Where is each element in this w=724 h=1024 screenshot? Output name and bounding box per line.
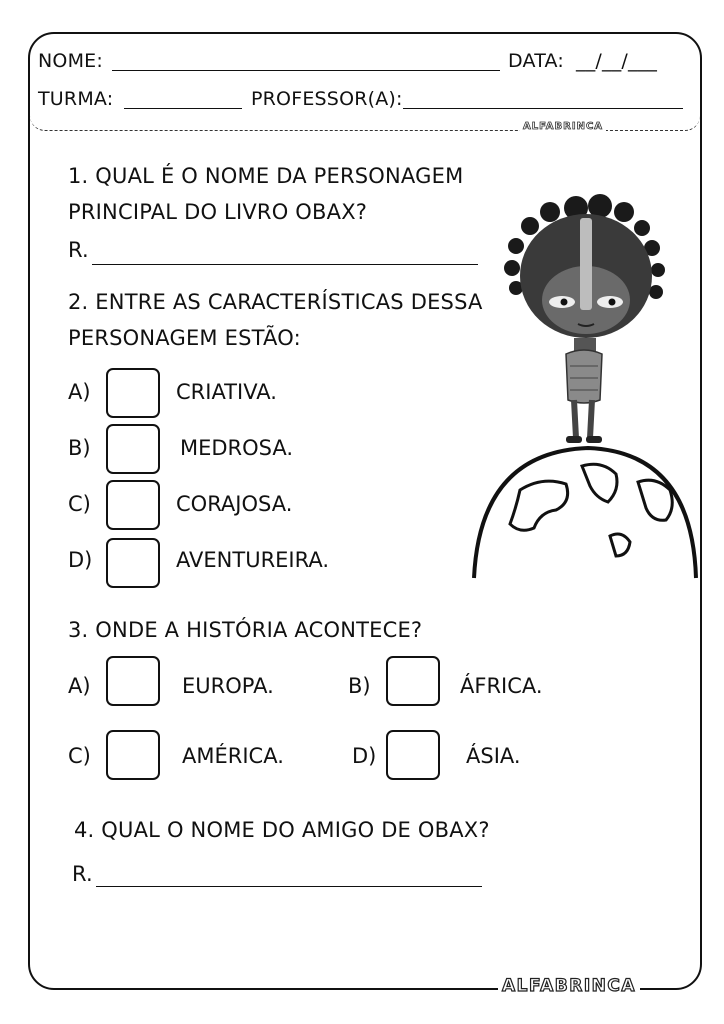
q2-option-d-checkbox[interactable] <box>106 538 160 588</box>
q3-option-a-text: EUROPA. <box>182 674 274 698</box>
class-label: TURMA: <box>38 88 114 110</box>
name-field[interactable] <box>112 70 500 71</box>
q3-option-a-checkbox[interactable] <box>106 656 160 706</box>
q4-text: 4. QUAL O NOME DO AMIGO DE OBAX? <box>74 818 490 842</box>
q2-option-c-letter: C) <box>68 492 91 516</box>
q2-text-line2: PERSONAGEM ESTÃO: <box>68 326 301 350</box>
q2-option-d-text: AVENTUREIRA. <box>176 548 330 572</box>
brand-logo-footer: ALFABRINCA <box>498 976 640 996</box>
q2-option-b-text: MEDROSA. <box>180 436 294 460</box>
teacher-label: PROFESSOR(A): <box>251 88 403 110</box>
q2-option-c-checkbox[interactable] <box>106 480 160 530</box>
brand-logo-small: ALFABRINCA <box>520 121 606 132</box>
date-label: DATA: <box>508 50 565 72</box>
date-field[interactable]: __/__/___ <box>576 50 658 72</box>
q2-option-a-text: CRIATIVA. <box>176 380 277 404</box>
q2-text-line1: 2. ENTRE AS CARACTERÍSTICAS DESSA <box>68 290 483 314</box>
teacher-field[interactable] <box>403 108 683 109</box>
globe <box>474 448 696 578</box>
q1-answer-line[interactable] <box>92 264 478 265</box>
q3-option-d-checkbox[interactable] <box>386 730 440 780</box>
name-label: NOME: <box>38 50 103 72</box>
q2-option-c-text: CORAJOSA. <box>176 492 293 516</box>
q3-option-a-letter: A) <box>68 674 91 698</box>
class-field[interactable] <box>124 108 242 109</box>
q2-option-b-checkbox[interactable] <box>106 424 160 474</box>
q3-text: 3. ONDE A HISTÓRIA ACONTECE? <box>68 618 423 642</box>
q2-option-b-letter: B) <box>68 436 91 460</box>
q3-option-c-checkbox[interactable] <box>106 730 160 780</box>
q1-text-line1: 1. QUAL É O NOME DA PERSONAGEM <box>68 164 464 188</box>
q3-option-b-checkbox[interactable] <box>386 656 440 706</box>
q2-option-a-letter: A) <box>68 380 91 404</box>
q3-option-d-letter: D) <box>352 744 377 768</box>
q3-option-b-letter: B) <box>348 674 371 698</box>
q3-option-b-text: ÁFRICA. <box>460 674 543 698</box>
q4-answer-label: R. <box>72 862 93 886</box>
q4-answer-line[interactable] <box>96 886 482 887</box>
obax-on-globe-illustration <box>470 190 700 580</box>
q2-option-d-letter: D) <box>68 548 93 572</box>
q1-text-line2: PRINCIPAL DO LIVRO OBAX? <box>68 200 368 224</box>
q3-option-c-text: AMÉRICA. <box>182 744 284 768</box>
q3-option-c-letter: C) <box>68 744 91 768</box>
q3-option-d-text: ÁSIA. <box>466 744 521 768</box>
q1-answer-label: R. <box>68 238 89 262</box>
q2-option-a-checkbox[interactable] <box>106 368 160 418</box>
